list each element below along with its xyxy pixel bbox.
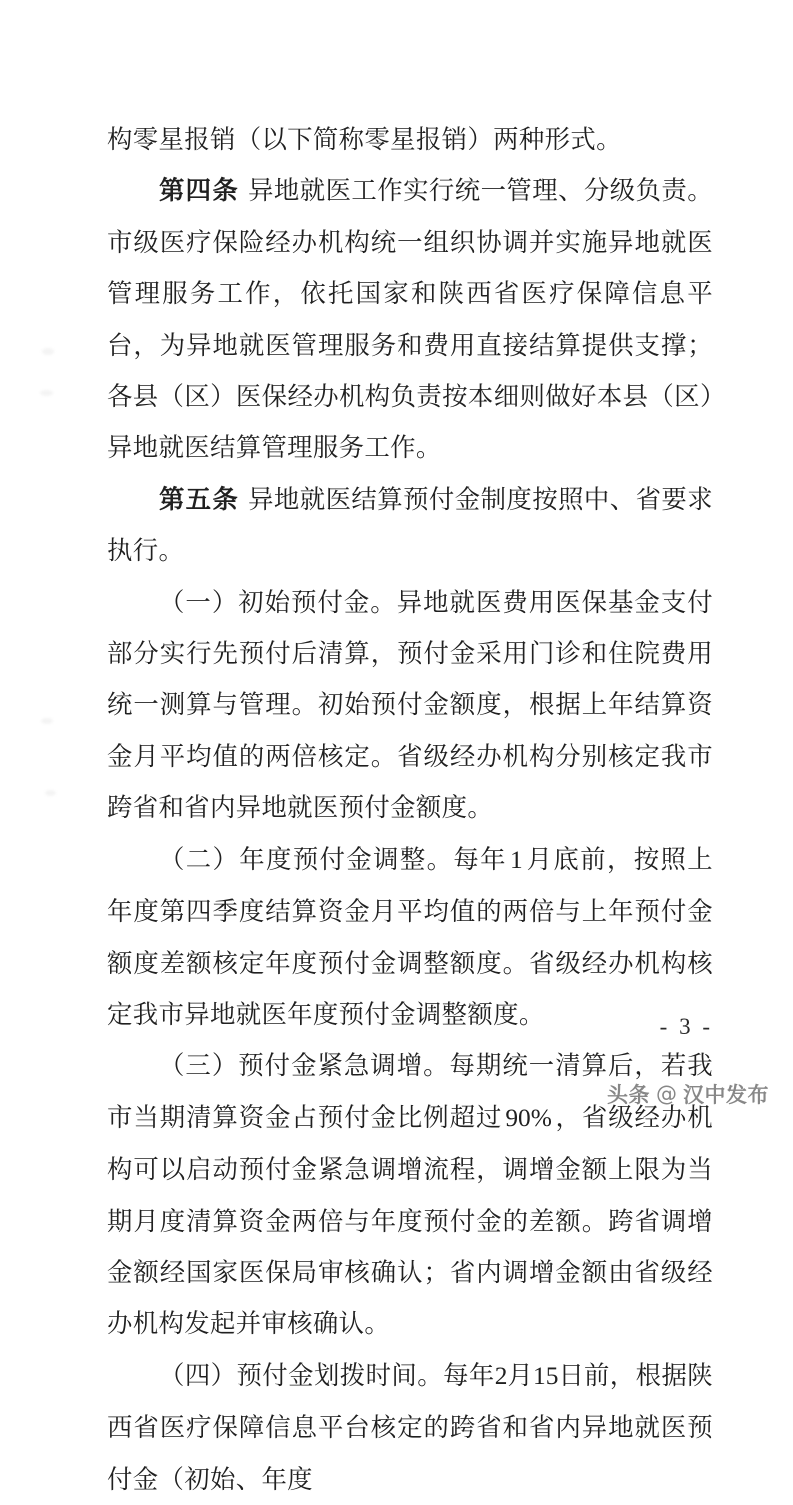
paragraph-text-before-number: 每年 (443, 1359, 495, 1390)
paragraph-text: 异地就医工作实行统一管理、分级负责。市级医疗保险经办机构统一组织协调并实施异地就医管理服务工作，依托国家和陕西省医疗保障信息平台，为异地就医管理服务和费用直接结算提供支撑；各县（区）医保经办机构负责按本细则做好本县（区）异地就医结算管理服务工作。 (107, 175, 713, 463)
paragraph-article-4 (107, 165, 713, 473)
watermark-at-icon: @ (656, 1082, 677, 1106)
inline-date: 2月15日 (494, 1361, 584, 1390)
paragraph-text-after-number: 前，根据陕西省医疗保障信息平台核定的跨省和省内异地就医预付金（初始、年度 (107, 1359, 714, 1494)
paragraph-item-2 (107, 834, 713, 1041)
paragraph-carryover (107, 114, 713, 165)
article-heading: 第四条 (159, 175, 240, 206)
watermark (607, 1079, 769, 1109)
document-body (107, 114, 713, 1505)
item-title: 年度预付金调整。 (239, 843, 454, 874)
paragraph-text-before-number: 每年 (453, 843, 507, 874)
paragraph-item-1 (107, 577, 713, 834)
paragraph-text-after-number: ，省级经办机构可以启动预付金紧急调增流程，调增金额上限为当期月度清算资金两倍与年度预付金的差额。跨省调增金额经国家医保局审核确认；省内调增金额由省级经办机构发起并审核确认。 (107, 1101, 714, 1339)
watermark-brand: 头条 (607, 1083, 650, 1107)
inline-percentage: 90% (505, 1103, 552, 1132)
paragraph-text: 构零星报销（以下简称零星报销）两种形式。 (107, 124, 622, 154)
item-label: （二） (159, 843, 240, 874)
item-label: （一） (159, 586, 239, 617)
item-label: （四） (159, 1359, 237, 1390)
inline-number: 1 (509, 845, 523, 874)
scan-artifact (41, 718, 53, 724)
item-title: 预付金紧急调增。 (238, 1050, 450, 1081)
scan-artifact (45, 790, 56, 796)
paragraph-article-5 (107, 474, 713, 577)
item-title: 预付金划拨时间。 (236, 1359, 444, 1390)
scan-artifact (42, 348, 54, 355)
watermark-account: 汉中发布 (683, 1083, 769, 1107)
paragraph-text-before-number: 每期统一清算后，若我市当期清算资金占预付金比例超过 (107, 1050, 713, 1132)
article-heading: 第五条 (159, 483, 240, 514)
paragraph-item-4 (107, 1350, 713, 1505)
item-label: （三） (159, 1050, 239, 1081)
paragraph-text: 异地就医结算预付金制度按照中、省要求执行。 (107, 483, 713, 566)
paragraph-text: 异地就医费用医保基金支付部分实行先预付后清算，预付金采用门诊和住院费用统一测算与管理。初始预付金额度，根据上年结算资金月平均值的两倍核定。省级经办机构分别核定我市跨省和省内异地就医预付金额度。 (107, 586, 714, 823)
paragraph-text-after-number: 月底前，按照上年度第四季度结算资金月平均值的两倍与上年预付金额度差额核定年度预付金调整额度。省级经办机构核定我市异地就医年度预付金调整额度。 (107, 843, 713, 1029)
scan-artifact (40, 390, 53, 396)
page-number: - 3 - (659, 1014, 713, 1039)
item-title: 初始预付金。 (238, 586, 397, 617)
